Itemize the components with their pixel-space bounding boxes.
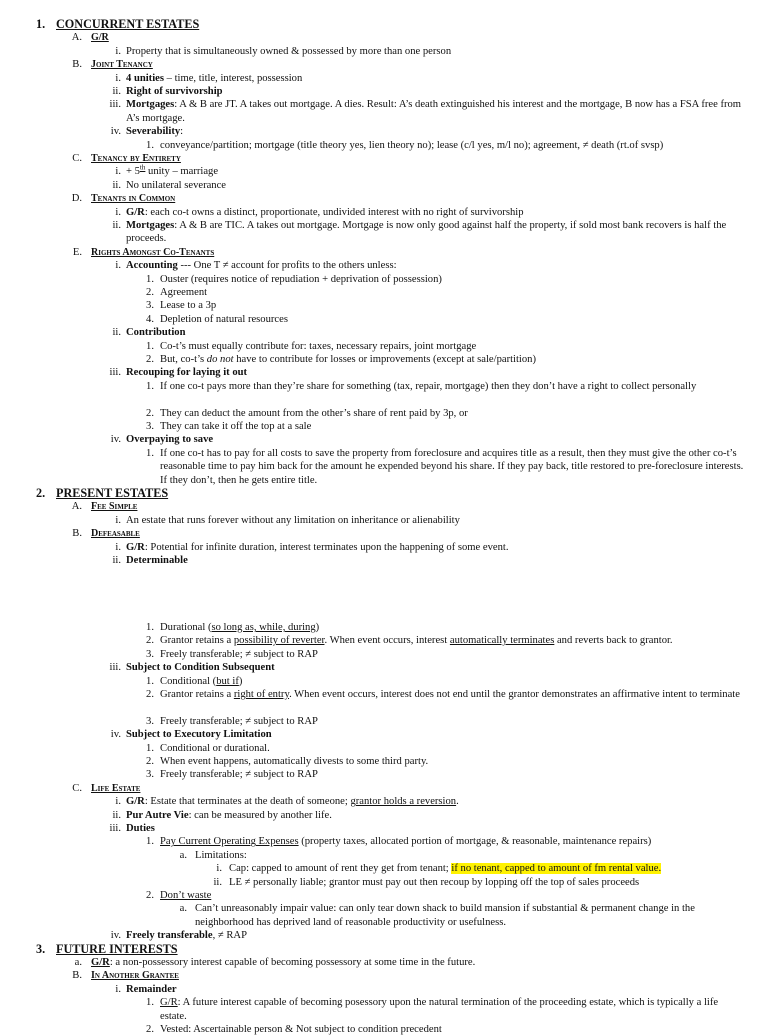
text-run: Accounting [126, 260, 178, 272]
section-title: FUTURE INTERESTS [56, 941, 178, 956]
item-text [126, 929, 744, 942]
item-number: iv. [110, 434, 121, 446]
item-text [126, 433, 744, 446]
text-run: so long as, while, during [211, 622, 316, 633]
text-run: Mortgages [126, 99, 175, 111]
item-number: 1. [146, 675, 154, 687]
text-run: th [139, 163, 146, 172]
text-run: Mortgages [126, 220, 175, 231]
outline-item-level-3 [0, 447, 768, 487]
item-text [160, 835, 744, 848]
item-text [160, 768, 744, 781]
text-run: ) [238, 675, 243, 687]
item-number: i. [115, 983, 121, 995]
text-run: Co-t’s must equally contribute for: taxes, necessary repairs, joint mortgage [160, 340, 477, 352]
item-number: iv. [110, 930, 121, 942]
text-run: No unilateral severance [126, 179, 226, 191]
text-run: 4 unities [126, 72, 164, 84]
outline-item-level-2 [0, 433, 768, 446]
outline-item-level-2 [0, 179, 768, 192]
item-text [126, 326, 744, 339]
outline-item-level-3 [0, 621, 768, 634]
item-number: 2. [146, 287, 154, 298]
item-text [160, 755, 744, 768]
item-text [126, 72, 744, 85]
outline-item-level-2 [0, 822, 768, 835]
subsection-heading [0, 152, 768, 165]
subsection-title: In Another Grantee [91, 970, 179, 982]
item-number: 1. [146, 836, 154, 848]
item-text [160, 420, 744, 433]
text-run: Lease to a 3p [160, 300, 217, 312]
section-title: CONCURRENT ESTATES [56, 17, 200, 31]
outline-item-level-2 [0, 85, 768, 98]
item-number: 2. [146, 407, 154, 419]
item-text [126, 795, 744, 808]
subsection-title: G/R [91, 32, 109, 44]
text-run: Freely transferable; ≠ subject to RAP [160, 769, 318, 781]
item-text [160, 286, 744, 299]
outline-item-level-3 [0, 340, 768, 353]
text-run: : A future interest capable of becoming posessory upon the natural termination of the proceeding estate, which is typically a life estate. [160, 997, 719, 1022]
text-run: automatically terminates [449, 635, 555, 647]
item-number: ii. [112, 220, 121, 231]
item-number: 1. [146, 622, 154, 633]
outline-item-level-3 [0, 299, 768, 312]
item-text [160, 621, 744, 634]
item-number: i. [115, 45, 121, 57]
item-number: 1. [146, 380, 154, 392]
item-number: iii. [109, 367, 121, 379]
text-run: Freely transferable; ≠ subject to RAP [160, 648, 318, 660]
section-heading [0, 487, 768, 500]
item-number: iii. [109, 823, 121, 834]
outline-item-level-2 [0, 554, 768, 567]
text-run: Ouster (requires notice of repudiation + deprivation of possession) [160, 273, 442, 285]
item-text [229, 876, 744, 889]
outline-item-level-3 [0, 742, 768, 755]
text-run: Grantor retains a [160, 635, 234, 647]
item-text [126, 206, 744, 219]
item-text [160, 447, 744, 487]
item-number: 1. [146, 997, 154, 1009]
subsection-title: Rights Amongst Co-Tenants [91, 246, 215, 258]
text-run: Conditional or durational. [160, 742, 270, 754]
item-text [160, 688, 744, 701]
item-text [160, 996, 744, 1023]
item-number: i. [216, 863, 222, 875]
outline-item-level-2 [0, 541, 768, 554]
text-run: Durational ( [160, 622, 212, 633]
item-number: i. [115, 166, 121, 178]
text-run: : Estate that terminates at the death of someone; [144, 796, 351, 808]
outline-item-level-3 [0, 835, 768, 848]
item-text [126, 822, 744, 835]
item-text [160, 715, 744, 728]
text-run: have to contribute for losses or improvements (except at sale/partition) [233, 354, 536, 365]
subsection-title: Fee Simple [91, 501, 138, 513]
item-number: iii. [109, 662, 121, 674]
subsection-title: Defeasable [91, 528, 140, 540]
text-run: if no tenant, capped to amount of fm rental value. [451, 863, 662, 875]
text-run: They can take it off the top at a sale [160, 421, 312, 432]
item-number: i. [115, 206, 121, 218]
outline-item-level-3 [0, 715, 768, 728]
item-text [160, 675, 744, 688]
item-number: iv. [110, 126, 121, 138]
outline-item-level-3 [0, 353, 768, 366]
item-text [126, 125, 744, 138]
subsection-heading [0, 782, 768, 795]
item-text [126, 259, 744, 272]
outline-item-level-3 [0, 889, 768, 902]
item-number: 4. [146, 313, 154, 325]
outline-item-level-2 [0, 125, 768, 138]
outline-item-level-3 [0, 675, 768, 688]
item-number: i. [115, 796, 121, 808]
item-text [126, 165, 744, 178]
item-text [160, 353, 744, 366]
subsection-heading [0, 969, 768, 982]
item-number: 2. [146, 890, 154, 901]
subsection-title: Tenants in Common [91, 193, 176, 205]
item-number: B. [72, 528, 82, 540]
item-number: B. [72, 59, 82, 71]
item-number: 3. [36, 941, 46, 956]
text-run: Recouping for laying it out [126, 367, 248, 379]
text-run: But, co-t’s [160, 354, 207, 365]
text-run: right of entry [233, 689, 290, 700]
text-run: ) [315, 622, 320, 633]
text-run: Duties [126, 823, 155, 834]
item-text [160, 313, 744, 326]
text-run: . When event occurs, interest does not end until the grantor demonstrates an affirmative intent to terminate [289, 689, 740, 700]
outline-item-level-3 [0, 634, 768, 647]
section-title: PRESENT ESTATES [56, 486, 169, 500]
outline-item-level-5 [0, 876, 768, 889]
item-number: a. [179, 849, 187, 861]
item-text [160, 889, 744, 902]
text-run: : can be measured by another life. [188, 809, 332, 821]
outline-item-level-3 [0, 313, 768, 326]
text-run: G/R [91, 957, 110, 968]
text-run: : a non-possessory interest capable of becoming possessory at some time in the future. [109, 957, 476, 968]
outline-item-level-3 [0, 1023, 768, 1036]
text-run: Severability [126, 126, 181, 138]
text-run: do not [206, 354, 234, 365]
subsection-title: Tenancy by Entirety [91, 153, 181, 164]
outline-item-level-2 [0, 206, 768, 219]
item-number: 1. [36, 17, 46, 31]
outline-item-level-2 [0, 795, 768, 808]
item-number: 2. [146, 354, 154, 365]
outline-item-level-2 [0, 661, 768, 674]
text-run: unity – marriage [145, 166, 219, 178]
outline-item-level-2 [0, 326, 768, 339]
item-text [160, 742, 744, 755]
outline-item-level-2 [0, 809, 768, 822]
text-run: . [456, 796, 459, 808]
text-run: Depletion of natural resources [160, 313, 288, 325]
item-text [160, 634, 744, 647]
item-text [160, 1023, 744, 1036]
text-run: Contribution [126, 327, 186, 339]
item-text [91, 956, 744, 969]
item-number: B. [72, 970, 82, 982]
item-number: ii. [112, 179, 121, 191]
text-run: (property taxes, allocated portion of mortgage, & reasonable, maintenance repairs) [298, 836, 652, 848]
item-number: a. [74, 957, 82, 968]
item-number: ii. [112, 555, 121, 566]
section-heading [0, 18, 768, 31]
outline-item-level-3 [0, 407, 768, 420]
outline-item-level-3 [0, 648, 768, 661]
outline-item-level-2 [0, 929, 768, 942]
item-number: i. [115, 260, 121, 272]
subsection-heading [0, 500, 768, 513]
item-number: 2. [36, 486, 46, 500]
text-run: + 5 [126, 166, 140, 178]
text-run: If one co-t has to pay for all costs to save the property from foreclosure and acquires title as a result, then they must give the other co-t’s reasonable time to pay him back for the amount he expended beyond his share. If they pay back, title restored to pre-foreclosure interests. If they don’t, then he gets entire title. [160, 447, 744, 486]
outline-item-level-3 [0, 420, 768, 433]
item-text [126, 98, 744, 125]
text-run: G/R [126, 541, 145, 553]
item-number: 3. [146, 648, 154, 660]
outline-item-level-2 [0, 45, 768, 58]
text-run: Remainder [126, 983, 177, 995]
text-run: grantor holds a reversion [350, 796, 457, 808]
subsection-heading [0, 192, 768, 205]
item-number: 2. [146, 1024, 154, 1035]
text-run: G/R [160, 997, 178, 1009]
text-run: possibility of reverter [233, 635, 325, 647]
item-number: 1. [146, 340, 154, 352]
item-number: E. [72, 246, 82, 258]
item-text [126, 179, 744, 192]
item-number: i. [115, 541, 121, 553]
outline-item-level-2 [0, 98, 768, 125]
item-number: 2. [146, 635, 154, 647]
item-text [160, 139, 744, 152]
subsection-title: Life Estate [91, 782, 141, 794]
item-text [160, 380, 744, 393]
item-number: i. [115, 72, 121, 84]
item-text [126, 85, 744, 98]
outline-item-level-1 [0, 956, 768, 969]
text-run: Can’t unreasonably impair value: can only tear down shack to build mansion if substantial & permanent change in the neighborhood has deprived land of reasonable productivity or usefulness. [195, 903, 695, 928]
item-number: 1. [146, 139, 154, 151]
item-text [229, 862, 744, 875]
text-run: conveyance/partition; mortgage (title theory yes, lien theory no); lease (c/l yes, m/l no); agreement, ≠ death (rt.of svsp) [160, 139, 664, 151]
text-run: LE ≠ personally liable; grantor must pay out then recoup by lopping off the top of sales proceeds [229, 876, 640, 888]
item-number: A. [71, 501, 82, 513]
outline-item-level-2 [0, 259, 768, 272]
item-text [126, 366, 744, 379]
outline-item-level-3 [0, 688, 768, 715]
item-text [126, 541, 744, 554]
item-number: 1. [146, 742, 154, 754]
outline-item-level-3 [0, 768, 768, 781]
item-number: ii. [112, 809, 121, 821]
outline-item-level-2 [0, 514, 768, 527]
outline-item-level-4 [0, 902, 768, 929]
outline-item-level-4 [0, 849, 768, 862]
item-text [126, 45, 744, 58]
item-text [126, 554, 744, 567]
item-number: 3. [146, 715, 154, 727]
text-run: : A & B are TIC. A takes out mortgage. Mortgage is now only good against half the property, if sold most bank recovers is half the proceeds. [126, 220, 727, 245]
item-number: 3. [146, 421, 154, 432]
subsection-heading [0, 58, 768, 71]
item-number: ii. [112, 327, 121, 339]
item-text [195, 849, 744, 862]
text-run: – time, title, interest, possession [163, 72, 303, 84]
item-text [160, 407, 744, 420]
text-run: Pur Autre Vie [126, 809, 189, 821]
item-number: a. [179, 903, 187, 915]
outline-item-level-3 [0, 273, 768, 286]
text-run: Freely transferable; ≠ subject to RAP [160, 715, 318, 727]
subsection-heading [0, 31, 768, 44]
text-run: : Potential for infinite duration, interest terminates upon the happening of some event. [144, 541, 509, 553]
item-number: C. [72, 782, 82, 794]
item-text [160, 340, 744, 353]
item-text [126, 661, 744, 674]
text-run: Property that is simultaneously owned & possessed by more than one person [126, 45, 452, 57]
outline-item-level-3 [0, 139, 768, 152]
outline-item-level-3 [0, 380, 768, 407]
outline-item-level-3 [0, 286, 768, 299]
text-run: They can deduct the amount from the other’s share of rent paid by 3p, or [160, 407, 468, 419]
text-run: and reverts back to grantor. [554, 635, 673, 647]
section-heading [0, 943, 768, 956]
item-number: D. [71, 193, 82, 205]
item-number: 3. [146, 300, 154, 312]
item-number: 1. [146, 273, 154, 285]
outline-item-level-2 [0, 728, 768, 741]
item-number: A. [71, 32, 82, 44]
item-text [126, 983, 744, 996]
item-number: 1. [146, 447, 154, 459]
outline-item-level-2 [0, 983, 768, 996]
text-run: : each co-t owns a distinct, proportionate, undivided interest with no right of survivorship [144, 206, 524, 218]
text-run: G/R [126, 206, 145, 218]
text-run: Grantor retains a [160, 689, 234, 700]
item-text [160, 648, 744, 661]
item-text [160, 299, 744, 312]
subsection-heading [0, 527, 768, 540]
outline-item-level-2 [0, 366, 768, 379]
item-text [195, 902, 744, 929]
item-number: i. [115, 514, 121, 526]
text-run: Overpaying to save [126, 434, 214, 446]
text-run: Right of survivorship [126, 86, 223, 97]
text-run: Agreement [160, 287, 208, 298]
item-number: ii. [213, 876, 222, 888]
text-run: Pay Current Operating Expenses [160, 836, 299, 848]
outline-item-level-2 [0, 72, 768, 85]
text-run: An estate that runs forever without any limitation on inheritance or alienability [126, 514, 460, 526]
item-text [126, 809, 744, 822]
outline-item-level-3 [0, 755, 768, 768]
text-run: : [180, 126, 184, 138]
text-run: Subject to Executory Limitation [126, 729, 272, 741]
item-number: 2. [146, 756, 154, 767]
item-text [126, 219, 744, 246]
text-run: Conditional ( [160, 675, 217, 687]
item-number: 3. [146, 769, 154, 781]
text-run: Don’t waste [160, 890, 212, 901]
item-number: iv. [110, 729, 121, 741]
item-number: ii. [112, 86, 121, 97]
outline-item-level-3 [0, 996, 768, 1023]
outline-item-level-2 [0, 219, 768, 246]
text-run: . When event occurs, interest [324, 635, 450, 647]
text-run: Subject to Condition Subsequent [126, 662, 275, 674]
text-run: If one co-t pays more than they’re share for something (tax, repair, mortgage) then they don’t have a right to collect personally [160, 380, 697, 392]
item-text [160, 273, 744, 286]
item-number: iii. [109, 99, 121, 111]
text-run: Cap: capped to amount of rent they get from tenant; [229, 863, 452, 875]
item-number: 2. [146, 689, 154, 700]
outline-item-level-2 [0, 165, 768, 178]
text-run: When event happens, automatically divests to some third party. [160, 756, 429, 767]
text-run: --- One T ≠ account for profits to the others unless: [177, 260, 397, 272]
subsection-heading [0, 246, 768, 259]
text-run: but if [216, 675, 239, 687]
text-run: , ≠ RAP [212, 930, 247, 942]
item-text [126, 728, 744, 741]
text-run: : A & B are JT. A takes out mortgage. A dies. Result: A’s death extinguished his interest and the mortgage, B now has a FSA free from A’s mortgage. [126, 99, 742, 124]
text-run: Determinable [126, 555, 188, 566]
text-run: Vested: Ascertainable person & Not subject to condition precedent [160, 1024, 442, 1035]
text-run: Freely transferable [126, 930, 213, 942]
text-run: G/R [126, 796, 145, 808]
item-number: C. [72, 153, 82, 164]
subsection-title: Joint Tenancy [91, 59, 153, 71]
outline-item-level-5 [0, 862, 768, 875]
text-run: Limitations: [195, 849, 247, 861]
item-text [126, 514, 744, 527]
